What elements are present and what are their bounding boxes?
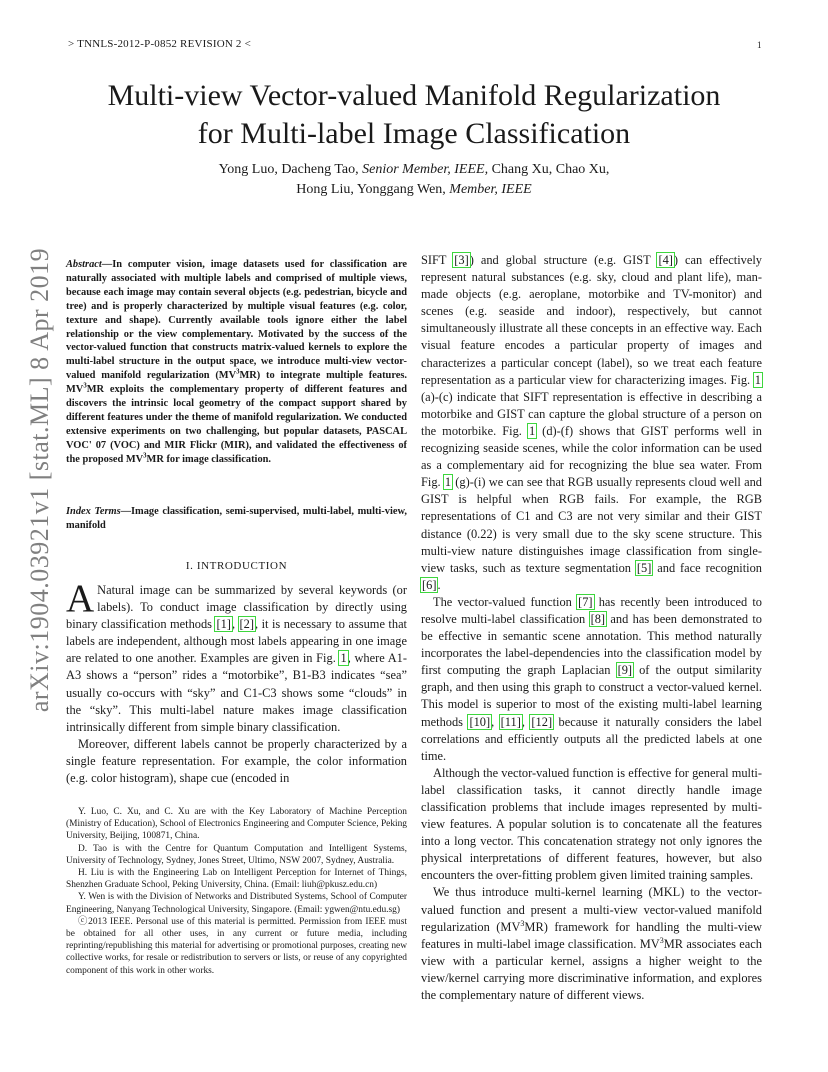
arxiv-stamp-text: arXiv:1904.03921v1 [stat.ML] 8 Apr 2019 [25,247,54,713]
body-text: . [437,577,441,592]
footnotes [66,806,407,977]
footnote-copyright: ⓒ2013 IEEE. Personal use of this material is permitted. Permission from IEEE must be obtained for all other uses, in any current or future media, including reprinting/republishing this material for advertising or promotional purposes, creating new collective works, for resale or redistribution to servers or lists, or reuse of any copyrighted component of this work in other works. [66,916,407,976]
title-line-2: for Multi-label Image Classification [197,117,631,150]
intro-text: , it is necessary to assume that labels are independent, although most labels appearing in one image are related to one another. Examples are given in Fig. [66,617,408,666]
body-text: (a)-(c) indicate that SIFT representation is effective in describing a motorbike and GIST can capture the global structure of a person on the motorbike. Fig. [421,389,762,438]
abstract-sup-3: 3 [143,452,147,460]
abstract-label: Abstract [66,259,102,270]
paper-title [0,77,828,153]
citation-link[interactable]: [12] [531,714,553,729]
body-text: ) and global structure (e.g. GIST [469,253,658,267]
body-text: We thus introduce multi-kernel learning (MKL) to the vector-valued function and present a multi-view vector-valued manifold regularization (MV [421,885,762,934]
abstract-text-4: MR for image classification. [146,453,272,465]
body-text: The vector-valued function [433,594,578,609]
body-text: MR) framework for handling the multi-view features in multi-label image classification. MV [421,919,762,951]
right-paragraph-2 [421,594,762,765]
body-text: and has been demonstrated to be effective in semantic scene annotation. This method naturally incorporates the label-dependencies into the classification model by first computing the graph Laplacian [421,611,762,678]
right-paragraph-1 [421,252,762,594]
citation-link[interactable]: [8] [590,611,606,626]
arxiv-stamp [20,247,60,713]
intro-left-column [66,577,408,787]
body-text: SIFT [421,253,454,267]
footnote-1: Y. Luo, C. Xu, and C. Xu are with the Key Laboratory of Machine Perception (Ministry of Education), School of Electronics Engineering and Computer Science, Peking University, Beijing, 100871, China. [66,807,407,842]
body-text: MR associates each view with a particular kernel, assigns a higher weight to the view/kernel carrying more discriminative information, and explores the complementary nature of different views. [421,936,762,1003]
body-text: of the output similarity graph, and then using this graph to construct a vector-valued kernel. This model is superior to most of the existing multi-label learning methods [421,663,762,729]
body-text: has recently been introduced to resolve multi-label classification [421,594,763,626]
body-text: because it naturally considers the label correlations and efficiently outputs all the predicted labels at one time. [421,714,762,763]
intro-paragraph-1 [66,577,408,736]
intro-text: Natural image can be summarized by several keywords (or labels). To conduct image classification by directly using binary classification methods [66,583,407,632]
intro-paragraph-2: Moreover, different labels cannot be properly characterized by a single feature representation. For example, the color information (e.g. color histogram), shape cue (encoded in [66,736,407,786]
section-heading-introduction: I. INTRODUCTION [185,560,288,572]
body-text: (d)-(f) shows that GIST performs well in recognizing seaside scenes, while the color information can be used as a complementary aid for recognizing the blue sea water. From Fig. [421,423,762,490]
abstract-sup-1: 3 [236,368,240,376]
author-line-1 [0,160,828,180]
intro-right-column [421,252,762,1004]
footnote-4: Y. Wen is with the Division of Networks and Distributed Systems, School of Computer Engineering, Nanyang Technological University, Singapore. (Email: ygwen@ntu.edu.sg) [66,892,407,915]
index-terms [66,505,407,533]
citation-link[interactable]: [10] [469,714,491,729]
drop-cap: A [66,577,95,620]
citation-link[interactable]: [1] [216,617,231,632]
abstract-text-2: MR) to integrate multiple features. MV [66,370,407,396]
index-terms-text: —Image classification, semi-supervised, multi-label, multi-view, manifold [66,506,407,531]
figure-link[interactable]: 1 [340,651,347,666]
citation-link[interactable]: [5] [636,560,652,575]
citation-link[interactable]: [3] [454,253,469,267]
body-text: and face recognition [652,560,762,575]
citation-link[interactable]: [4] [658,253,673,267]
abstract-text-3: MR exploits the complementary property of different features and discovers the intrinsic local geometry of the compact support shared by different features under the theme of manifold regularization. We conducted extensive experiments on two challenging, but popular datasets, PASCAL VOC' 07 (VOC) and MIR Flickr (MIR), and validated the effectiveness of the proposed MV [66,384,407,465]
body-text: (g)-(i) we can see that RGB usually represents cloud well and GIST is helpful when RGB fails. For example, the RGB representations of C1 and C3 are not very similar and their GIST distance (0.22) is very small due to the sky scene structure. This multi-view nature distinguishes image classification from single-view tasks, such as texture segmentation [421,475,762,575]
citation-link[interactable]: [11] [500,714,521,729]
figure-link[interactable]: 1 [444,475,452,490]
superscript: 3 [520,918,525,928]
body-text: ) can effectively represent natural substances (e.g. sky, cloud and plant life), man-made objects (e.g. aeroplane, motorbike and TV-monitor) and scenes (e.g. seaside and indoor), respectively, but cannot simultaneously illustrate all these concepts in an effective way. Each visual feature encodes a particular property of images and characterizes a particular concept (label), so we treat each feature representation as a particular view for characterizing images. Fig. [421,253,762,387]
index-terms-label: Index Terms [66,506,121,517]
authors-names-3: Hong Liu, Yonggang Wen, [296,182,446,197]
title-line-1: Multi-view Vector-valued Manifold Regularization [107,79,721,112]
figure-link[interactable]: 1 [528,423,536,438]
abstract [66,258,407,467]
abstract-sup-2: 3 [83,382,87,390]
right-paragraph-4 [421,884,762,1004]
superscript: 3 [659,935,664,945]
intro-text: , where A1-A3 shows a “person” rides a “motorbike”, B1-B3 indicates “sea” usually co-occurs with “sky” and C1-C3 shows some “clouds” in the “sky”. This multi-label nature makes image classification intrinsically different from simple binary classification. [66,651,407,734]
citation-link[interactable]: [2] [239,617,254,632]
running-head: > TNNLS-2012-P-0852 REVISION 2 < [68,38,251,50]
authors-names-2: Chang Xu, Chao Xu, [491,162,610,177]
body-text: , [521,714,531,729]
page-number: 1 [757,40,762,50]
authors-role-2: Member, IEEE [449,182,532,197]
intro-text: , [231,617,239,632]
citation-link[interactable]: [6] [422,577,437,592]
author-list [0,160,828,200]
figure-link[interactable]: 1 [754,372,761,387]
footnote-2: D. Tao is with the Centre for Quantum Computation and Intelligent Systems, University of Technology, Sydney, Jones Street, Ultimo, NSW 2007, Sydney, Australia. [66,843,407,866]
body-text: , [491,714,500,729]
authors-role-1: Senior Member, IEEE, [362,162,489,177]
citation-link[interactable]: [9] [617,663,633,678]
authors-names-1: Yong Luo, Dacheng Tao, [218,162,359,177]
right-paragraph-3: Although the vector-valued function is effective for general multi-label classification tasks, it cannot directly handle image classification problems that include images represented by multi-view features. A popular solution is to concatenate all the features into a long vector. This concatenation strategy not only ignores the physical interpretations of different features, however, but also encounters the over-fitting problem given limited training samples. [421,765,762,883]
footnote-3: H. Liu is with the Engineering Lab on Intelligent Perception for Internet of Things, Shenzhen Graduate School, Peking University, China. (Email: liuh@pkusz.edu.cn) [66,868,407,891]
citation-link[interactable]: [7] [578,594,593,609]
author-line-2 [0,180,828,200]
abstract-text-1: —In computer vision, image datasets used for classification are naturally associated with multiple labels and comprised of multiple views, because each image may contain several objects (e.g. pedestrian, bicycle and tree) and is properly characterized by multiple visual features (e.g. color, texture and shape). Currently available tools ignore either the label relationship or the view complementary. Motivated by the success of the vector-valued function that constructs matrix-valued kernels to explore the multi-label structure in the output space, we introduce multi-view vector-valued manifold regularization (MV [66,259,407,382]
